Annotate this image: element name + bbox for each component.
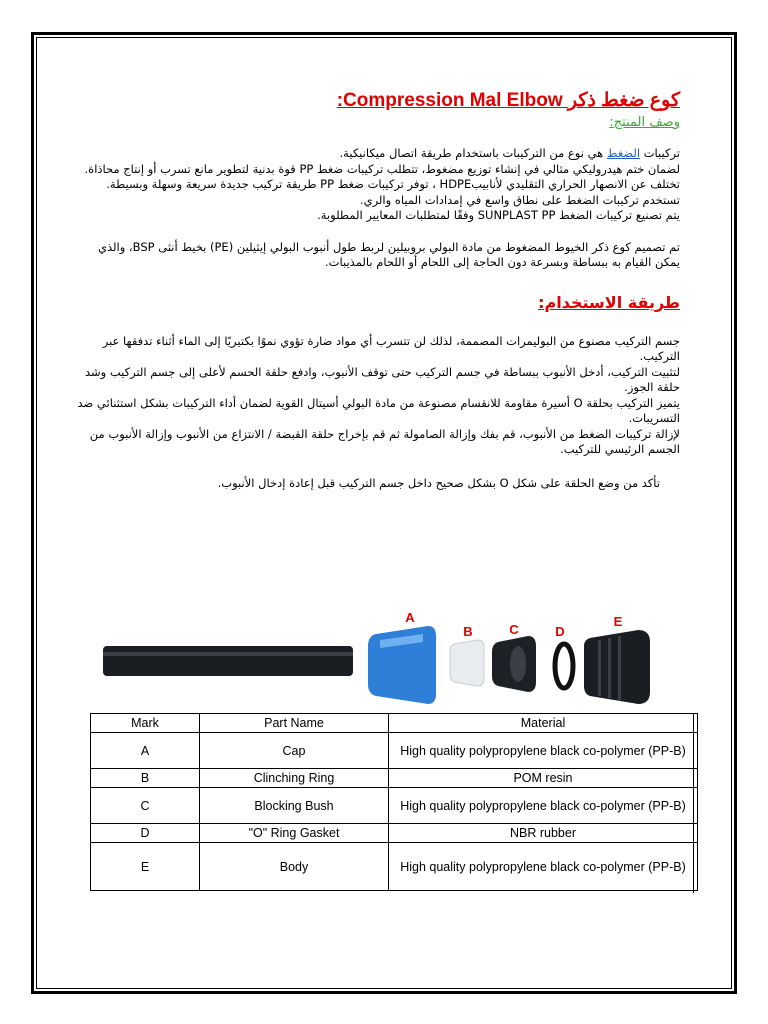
- cell-part-name: Clinching Ring: [200, 769, 389, 788]
- body-thread-1: [598, 640, 601, 696]
- line1-post: هي نوع من التركيبات باستخدام طريقة اتصال ميكانيكية.: [339, 146, 604, 160]
- cell-mark: D: [91, 824, 200, 843]
- usage-item-4: لإزالة تركيبات الضغط من الأنبوب، قم بفك وإزالة الصامولة ثم قم بإخراج حلقة القبضة / الانتزاع من الأنبوب وإزالة الأنبوب من الجسم الرئيسي للتركيب.: [89, 426, 680, 456]
- usage-item-1: جسم التركيب مصنوع من البوليمرات المصممة، لذلك لن تتسرب أي مواد ضارة تؤوي نموًا بكتيريًا إلى الماء أثناء تدفقها عبر التركيب.: [102, 333, 680, 363]
- document-body: [70, 88, 680, 491]
- product-description-heading: وصف المنتج:: [609, 115, 680, 130]
- header-material: Material: [389, 714, 698, 733]
- usage-item-3: يتميز التركيب بحلقة O أسيرة مقاومة للانقسام مصنوعة من مادة البولي أسيتال القوية لضمان أداء التركيبات بشكل استثنائي ضد التسريبات.: [77, 395, 680, 425]
- table-header-row: [91, 714, 698, 733]
- pipe-highlight: [103, 652, 353, 656]
- description-section: [70, 146, 680, 271]
- usage-heading: طريقة الاستخدام:: [538, 292, 680, 312]
- clinching-ring-shape: [450, 640, 484, 686]
- label-d: D: [555, 624, 565, 639]
- page-title: [70, 88, 680, 114]
- cell-material: High quality polypropylene black co-polymer (PP-B): [389, 843, 698, 891]
- compression-link[interactable]: الضغط: [606, 146, 641, 160]
- description-line-6: تم تصميم كوع ذكر الخيوط المضغوط من مادة البولي بروبيلين لربط طول أنبوب البولي إيثيلين (PE) بخيط أنثى BSP، والذي يمكن القيام به ببساطة وبسرعة دون الحاجة إلى اللحام أو اللحام بالمذيبات.: [97, 239, 680, 269]
- cell-material: NBR rubber: [389, 824, 698, 843]
- description-line-5: يتم تصنيع تركيبات الضغط SUNPLAST PP وفقًا لمتطلبات المعايير المطلوبة.: [317, 208, 680, 222]
- usage-note: تأكد من وضع الحلقة على شكل O بشكل صحيح داخل جسم التركيب قبل إعادة إدخال الأنبوب.: [217, 475, 660, 490]
- o-ring-shape: [555, 644, 573, 688]
- cell-part-name: "O" Ring Gasket: [200, 824, 389, 843]
- description-line-2: لضمان ختم هيدروليكي مثالي في إنشاء توزيع مضغوط، تتطلب تركيبات ضغط PP قوة بدنية لتطوير مانع تسرب أو إنتاج محاذاة.: [84, 161, 680, 176]
- table-double-edge: [693, 713, 698, 893]
- cell-mark: B: [91, 769, 200, 788]
- label-b: B: [463, 624, 473, 639]
- cell-part-name: Cap: [200, 733, 389, 769]
- table-row: [91, 843, 698, 891]
- usage-section: [70, 334, 680, 492]
- body-shape: [584, 630, 650, 704]
- description-line-4: تستخدم تركيبات الضغط على نطاق واسع في إمدادات المياه والري.: [359, 192, 680, 207]
- blocking-bush-opening: [510, 646, 526, 682]
- title-english: Compression Mal Elbow:: [336, 90, 563, 111]
- cell-mark: E: [91, 843, 200, 891]
- usage-item-2: لتثبيت التركيب، أدخل الأنبوب ببساطة في جسم التركيب حتى توقف الأنبوب، وادفع حلقة الحسم لأعلى إلى جسم التركيب وشد حلقة الجوز.: [84, 364, 680, 394]
- pipe-shape: [103, 646, 353, 676]
- header-mark: Mark: [91, 714, 200, 733]
- line1-pre: تركيبات: [643, 146, 680, 160]
- label-a: A: [405, 612, 415, 625]
- label-c: C: [509, 622, 519, 637]
- cell-mark: A: [91, 733, 200, 769]
- cell-mark: C: [91, 788, 200, 824]
- table-row: [91, 788, 698, 824]
- cell-material: High quality polypropylene black co-polymer (PP-B): [389, 733, 698, 769]
- label-e: E: [613, 614, 623, 629]
- header-part-name: Part Name: [200, 714, 389, 733]
- cell-part-name: Body: [200, 843, 389, 891]
- table-row: [91, 733, 698, 769]
- cell-material: High quality polypropylene black co-polymer (PP-B): [389, 788, 698, 824]
- description-line-1: [70, 146, 680, 162]
- description-line-3: تختلف عن الانصهار الحراري التقليدي لأنابيبHDPE ، توفر تركيبات ضغط PP طريقة تركيب جديدة سريعة وسهلة وبسيطة.: [106, 177, 680, 191]
- title-arabic: كوع ضغط ذكر: [567, 90, 680, 111]
- body-thread-2: [608, 638, 611, 698]
- parts-table: [90, 713, 698, 891]
- body-thread-3: [618, 636, 621, 700]
- cell-part-name: Blocking Bush: [200, 788, 389, 824]
- cell-material: POM resin: [389, 769, 698, 788]
- table-row: [91, 824, 698, 843]
- fitting-parts-image: [98, 612, 698, 712]
- table-row: [91, 769, 698, 788]
